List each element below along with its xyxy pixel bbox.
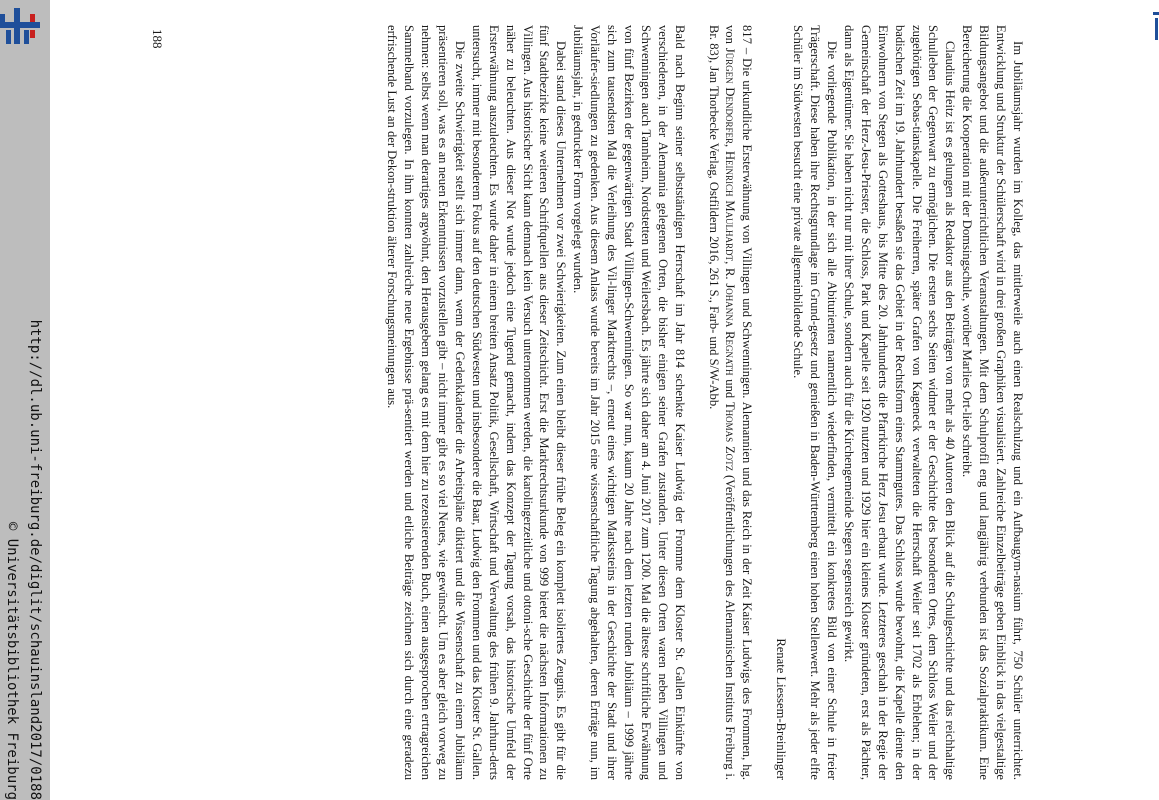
section-gap xyxy=(755,25,772,780)
citation-text-a: 817 – Die urkundliche Ersterwähnung von Villingen und Schwenningen. Alemannien und das Reich in der Zeit Kaiser Ludwigs des Frommen, hg. von xyxy=(723,25,755,780)
rotated-page xyxy=(0,15,1050,790)
review1-signature: Renate Liessem-Breinlinger xyxy=(774,638,789,780)
review1-paragraph-1: Im Jubiläumsjahr wurden im Kolleg, das mittlerweile auch einen Realschulzug und ein Aufbaugym-nasium führt, 750 Schüler unterrichtet. Entwicklung und Struktur der Schülerschaft wird in drei großen Graphiken visualisiert. Zahlreiche Einzelbeiträge geben Einblick in das vielgestaltige Bildungsangebot und die außerunterrichtlichen Veranstaltungen. Mit dem Schulprofil eng und langjährig verbunden ist das Sozialpraktikum. Eine Bereicherung die Kooperation mit der Domsingschule, worüber Marlies Ort-lieb schreibt. xyxy=(960,25,1025,780)
review2-paragraph-1: Bald nach Beginn seiner selbstständigen Herrschaft im Jahr 814 schenkte Kaiser Ludwig der Fromme dem Kloster St. Gallen Einkünfte von verschiedenen, in der Alemannia gelegenen Orten, die bisher einigen seiner Grafen zustanden. Unter diesen Orten waren neben Villingen und Schwenningen auch Tannheim, Nordstetten und Weilersbach. Es jährte sich daher am 4. Juni 2017 zum 1200. Mal die älteste schriftliche Erwähnung von fünf Bezirken der gegenwärtigen Stadt Villingen-Schwenningen. So war nun, kaum 20 Jahre nach dem letzten runden Jubiläum – 1999 jährte sich zum tausendsten Mal die Verleihung des Vil-linger Marktrechts –, erneut eines wichtigen Markssteins in der Geschichte der Stadt und ihrer Vorläufer-siedlungen zu gedenken. Aus diesem Anlass wurde bereits im Jahr 2015 eine wissenschaftliche Tagung abgehalten, deren Erträge nun, im Jubiläumsjahr, in gedruckter Form vorgelegt wurden. xyxy=(571,25,687,780)
edge-logo-fragment-icon xyxy=(1151,8,1159,48)
and-word: und xyxy=(723,379,738,399)
copyright-notice: © Universitätsbibliothek Freiburg xyxy=(4,521,20,800)
editor-4: Thomas Zotz xyxy=(723,401,738,472)
review1-paragraph-2: Claudius Heitz ist es gelungen als Redaktor aus den Beiträgen von mehr als 40 Autoren den Blick auf die Schulgeschichte und das reichhaltige Schulleben der Gegenwart zu ermöglichen. Die ersten sechs Seiten widmet er der Geschichte des besonderen Ortes, dem Schloss Weiler und der zugehörigen Sebas-tianskapelle. Die Freiherren, später Grafen von Kageneck verwalteten die Herrschaft Weiler seit 1702 als Erblehen; in der badischen Zeit im 19. Jahrhundert besaßen sie das Gebiet in der Rechtsform eines Stammgutes. Das Schloss wurde bewohnt, die Kapelle diente den Einwohnern von Stegen als Gotteshaus, bis Mitte des 20. Jahrhunderts die Pfarrkirche Herz Jesu erbaut wurde. Letzteres geschah in der Regie der Gemeinschaft der Herz-Jesu-Priester, die Schloss, Park und Kapelle seit 1920 nutzten und 1929 hier ein kleines Kloster gründeten, erst als Pächter, dann als Eigentümer. Sie haben nicht nur mit ihrer Schule, sondern auch für die Kirchengemeinde Stegen segensreich gewirkt. xyxy=(841,25,958,780)
section-gap xyxy=(688,25,705,780)
review2-citation: 817 – Die urkundliche Ersterwähnung von Villingen und Schwenningen. Alemannien und das Reich in der Zeit Kaiser Ludwigs des Frommen, hg. von Jürgen Dendorfer, Heinrich Maulhardt, R. Johanna Regnath und Thomas Zotz (Veröffentlichungen des Alemannischen Instituts Freiburg i. Br. 83), Jan Thorbecke Verlag, Ostfildern 2016, 261 S., Farb- und S/W-Abb. xyxy=(706,25,755,780)
citation-text-b: (Veröffentlichungen des Alemannischen Instituts Freiburg i. Br. 83), Jan Thorbecke Verlag, Ostfildern 2016, 261 S., Farb- und S/W-Abb. xyxy=(706,25,738,780)
review1-paragraph-3: Die vorliegende Publikation, in der sich alle Abiturienten namentlich wiederfinden, vermittelt ein konkretes Bild von einer Schule in freier Trägerschaft. Diese haben ihre Rechtsgrundlage im Grund-gesetz und genießen in Baden-Württemberg einen hohen Stellenwert. Mehr als jeder elfte Schüler im Südwesten besucht eine private allgemeinbildende Schule. xyxy=(791,25,840,780)
editor-3: R. Johanna Regnath xyxy=(723,268,738,376)
source-url[interactable]: http://dl.ub.uni-freiburg.de/diglit/schauinsland2017/0188 xyxy=(27,319,43,800)
review2-paragraph-3: Die zweite Schwierigkeit stellt sich immer dann, wenn der Gedenkkalender die Arbeitspläne diktiert und die Wissenschaft zu einem Jubiläum präsentieren soll, was es an neuen Erkenntnissen vorzustellen gibt – nicht immer gibt es so viel Neues, wie gewünscht. Um es aber gleich vorweg zu nehmen: selbst wenn man derartiges argwöhnt, den Herausgebern gelang es mit dem hier zu rezensierenden Buch, einen ausgesprochen ertragreichen Sammelband vorzulegen. In ihm konnten zahlreiche neue Ergebnisse prä-sentiert werden und etliche Beiträge zeichnen sich durch eine geradezu erfrischende Lust an der Dekon-struktion älterer Forschungsmeinungen aus. xyxy=(385,25,467,780)
page-body xyxy=(0,15,1050,790)
editor-1: Jürgen Dendorfer xyxy=(723,47,738,145)
editor-2: Heinrich Maulhardt xyxy=(723,150,738,262)
review2-paragraph-2: Dabei stand dieses Unternehmen vor zwei Schwierigkeiten. Zum einen bleibt dieser frühe Beleg ein komplett isoliertes Zeugnis. Es gibt für die fünf Stadtbezirke keine weiteren Schriftquellen aus dieser Zeitschicht. Erst die Marktrechtsurkunde von 999 bietet die nächsten Informationen zu Villingen. Aus historischer Sicht kann demnach kein Versuch unternommen werden, die karolingerzeitliche und ottoni-sche Geschichte der fünf Orte näher zu beleuchten. Aus dieser Not wurde jedoch eine Tugend gemacht, indem das Konzept der Tagung vorsah, das historische Umfeld der Ersterwähnung auszuleuchten. Es wurde daher in einem breiten Ansatz Politik, Gesellschaft, Wirtschaft und Verwaltung des frühen 9. Jahrhun-derts untersucht, immer mit besonderem Fokus auf den deutschen Südwesten und insbesondere die Baar, Ludwig den Frommen und das Kloster St. Gallen. xyxy=(469,25,569,780)
page-number: 188 xyxy=(150,29,165,49)
